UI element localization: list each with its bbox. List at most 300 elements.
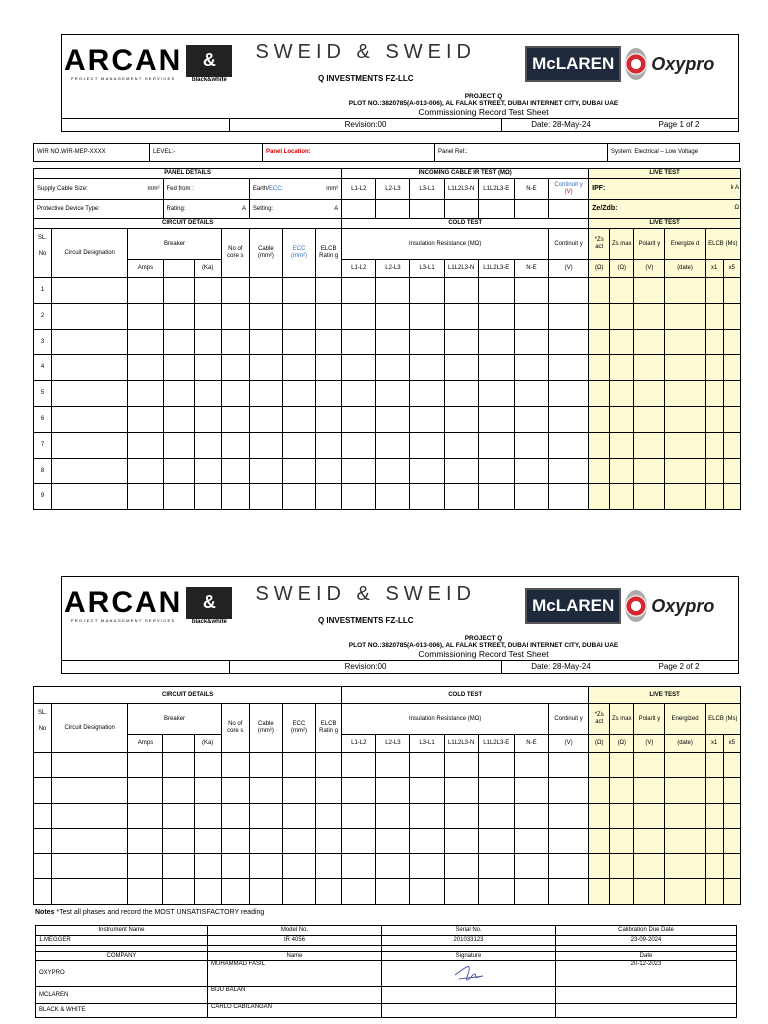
company-header: COMPANY xyxy=(36,952,208,961)
lt-omega-1: (Ω) xyxy=(589,260,610,278)
project-name: PROJECT Q xyxy=(464,93,503,100)
table-cell xyxy=(444,303,478,329)
table-cell xyxy=(705,803,723,828)
table-row xyxy=(34,303,741,329)
breaker-header: Breaker xyxy=(128,704,221,735)
table-cell xyxy=(665,803,705,828)
table-cell xyxy=(221,278,249,304)
ct-v: (V) xyxy=(549,260,589,278)
calibration-header: Calibration Due Date xyxy=(556,926,737,936)
client-name: Q INVESTMENTS FZ-LLC xyxy=(317,74,414,83)
table-cell xyxy=(549,854,589,879)
table-cell xyxy=(316,458,342,484)
table-cell xyxy=(376,828,410,853)
table-cell xyxy=(221,432,249,458)
table-cell xyxy=(194,458,221,484)
table-cell xyxy=(444,355,478,381)
table-cell xyxy=(282,329,315,355)
table-cell xyxy=(589,458,610,484)
table-cell xyxy=(282,803,315,828)
table-cell xyxy=(249,303,282,329)
supply-cable-size: Supply Cable Size: mm² xyxy=(34,179,164,200)
table-cell xyxy=(514,828,548,853)
notes: Notes *Test all phases and record the MOST UNSATISFACTORY reading xyxy=(35,909,265,916)
instrument-calibration: 23-09-2024 xyxy=(556,936,737,946)
table-cell xyxy=(665,778,705,803)
table-cell xyxy=(610,406,634,432)
sl-header: SL. No xyxy=(34,704,52,753)
table-cell xyxy=(705,329,723,355)
row-number xyxy=(34,803,52,828)
table-cell xyxy=(52,303,128,329)
table-row xyxy=(34,854,741,879)
signoff-name: CARLO CABILANGAN xyxy=(208,1004,382,1018)
test-table-page-2 xyxy=(33,686,741,905)
elcb-ms-header: ELCB (Ms) xyxy=(705,704,740,735)
signature xyxy=(382,961,556,987)
ct-l123e: L1L2L3-E xyxy=(478,735,514,753)
table-cell xyxy=(282,432,315,458)
table-cell xyxy=(376,355,410,381)
instrument-model: IR 4056 xyxy=(208,936,382,946)
table-cell xyxy=(249,879,282,904)
table-cell xyxy=(194,803,221,828)
table-cell xyxy=(376,879,410,904)
table-cell xyxy=(316,828,342,853)
page-number: Page 1 of 2 xyxy=(658,120,700,130)
table-cell xyxy=(342,329,376,355)
table-cell xyxy=(376,854,410,879)
table-cell xyxy=(723,879,740,904)
page-number: Page 2 of 2 xyxy=(658,662,700,672)
table-cell xyxy=(194,753,221,778)
table-cell xyxy=(589,278,610,304)
table-cell xyxy=(316,329,342,355)
designation-header: Circuit Designation xyxy=(52,704,128,753)
designation-header: Circuit Designation xyxy=(52,229,128,278)
table-cell xyxy=(514,458,548,484)
signoff-company: BLACK & WHITE xyxy=(36,1004,208,1018)
table-cell xyxy=(128,753,163,778)
table-cell xyxy=(514,484,548,510)
lt-omega-2: (Ω) xyxy=(610,735,634,753)
table-cell xyxy=(342,432,376,458)
table-cell xyxy=(723,854,740,879)
inc-l123n: L1L2L3-N xyxy=(444,179,478,200)
table-cell xyxy=(194,329,221,355)
table-cell xyxy=(444,432,478,458)
table-cell xyxy=(410,329,444,355)
zs-max-header: Zs max xyxy=(610,704,634,735)
live-test-heading: LIVE TEST xyxy=(589,687,741,704)
date: Date: 28-May-24 xyxy=(531,120,591,130)
table-cell xyxy=(128,828,163,853)
table-cell xyxy=(549,803,589,828)
signoff-company: OXYPRO xyxy=(36,961,208,987)
serial-header: Serial No. xyxy=(382,926,556,936)
table-cell xyxy=(665,854,705,879)
table-cell xyxy=(316,803,342,828)
lt-x1: x1 xyxy=(705,735,723,753)
table-cell xyxy=(128,329,163,355)
table-cell xyxy=(342,458,376,484)
table-cell xyxy=(444,458,478,484)
ct-l1l2: L1-L2 xyxy=(342,260,376,278)
table-cell xyxy=(194,303,221,329)
ct-l3l1: L3-L1 xyxy=(410,735,444,753)
table-cell xyxy=(723,778,740,803)
table-cell xyxy=(514,406,548,432)
oxypro-icon xyxy=(625,590,647,622)
table-cell xyxy=(342,778,376,803)
company-title: SWEID & SWEID xyxy=(255,583,477,605)
table-cell xyxy=(589,778,610,803)
table-cell xyxy=(589,854,610,879)
table-cell xyxy=(478,303,514,329)
ka-header: (Ka) xyxy=(194,260,221,278)
zs-act-header: *Zs act xyxy=(589,704,610,735)
table-cell xyxy=(705,828,723,853)
mclaren-logo: McLAREN xyxy=(525,588,621,624)
table-cell xyxy=(128,303,163,329)
table-cell xyxy=(514,355,548,381)
table-cell xyxy=(221,303,249,329)
table-cell xyxy=(282,278,315,304)
table-cell xyxy=(589,879,610,904)
table-cell xyxy=(376,458,410,484)
table-cell xyxy=(52,432,128,458)
ct-l2l3: L2-L3 xyxy=(376,735,410,753)
table-cell xyxy=(376,778,410,803)
ct-l3l1: L3-L1 xyxy=(410,260,444,278)
inc-l1l2: L1-L2 xyxy=(342,179,376,200)
fed-from: Fed from : xyxy=(163,179,249,200)
table-cell xyxy=(444,828,478,853)
table-row xyxy=(34,484,741,510)
table-cell xyxy=(589,381,610,407)
oxypro-logo: Oxypro xyxy=(651,53,715,74)
table-cell xyxy=(705,406,723,432)
table-row xyxy=(34,879,741,904)
table-cell xyxy=(249,329,282,355)
signoff-date xyxy=(556,1004,737,1018)
ct-l1l2: L1-L2 xyxy=(342,735,376,753)
table-cell xyxy=(589,803,610,828)
row-number: 2 xyxy=(34,303,52,329)
polarity-header: Polarit y xyxy=(634,704,665,735)
revision: Revision:00 xyxy=(230,660,502,673)
table-cell xyxy=(221,329,249,355)
table-cell xyxy=(589,432,610,458)
table-cell xyxy=(282,828,315,853)
table-cell xyxy=(52,381,128,407)
table-cell xyxy=(705,854,723,879)
table-cell xyxy=(478,406,514,432)
table-cell xyxy=(194,278,221,304)
table-cell xyxy=(249,854,282,879)
cold-test-heading: COLD TEST xyxy=(342,687,589,704)
lt-date: (date) xyxy=(665,260,705,278)
table-cell xyxy=(52,484,128,510)
table-row xyxy=(34,406,741,432)
table-cell xyxy=(316,355,342,381)
inc-ne: N-E xyxy=(514,179,548,200)
instrument-serial: 201033123 xyxy=(382,936,556,946)
signoff-company: MCLAREN xyxy=(36,987,208,1004)
table-cell xyxy=(128,458,163,484)
table-cell xyxy=(549,828,589,853)
table-cell xyxy=(634,303,665,329)
table-cell xyxy=(478,458,514,484)
table-cell xyxy=(342,854,376,879)
table-cell xyxy=(376,406,410,432)
table-cell xyxy=(549,278,589,304)
table-cell xyxy=(705,303,723,329)
table-cell xyxy=(549,484,589,510)
table-cell xyxy=(634,753,665,778)
table-cell xyxy=(478,278,514,304)
table-cell xyxy=(723,828,740,853)
table-cell xyxy=(514,879,548,904)
table-cell xyxy=(221,854,249,879)
table-cell xyxy=(410,828,444,853)
table-cell xyxy=(634,778,665,803)
table-cell xyxy=(316,278,342,304)
table-cell xyxy=(705,484,723,510)
table-cell xyxy=(549,329,589,355)
table-cell xyxy=(249,458,282,484)
table-cell xyxy=(282,854,315,879)
table-cell xyxy=(52,828,128,853)
table-cell xyxy=(410,355,444,381)
table-cell xyxy=(128,355,163,381)
table-cell xyxy=(221,753,249,778)
table-cell xyxy=(194,355,221,381)
table-cell xyxy=(705,879,723,904)
row-number xyxy=(34,854,52,879)
row-number xyxy=(34,753,52,778)
table-cell xyxy=(444,879,478,904)
table-cell xyxy=(52,854,128,879)
table-cell xyxy=(221,484,249,510)
table-cell xyxy=(723,355,740,381)
table-cell xyxy=(316,753,342,778)
signoff-date xyxy=(556,987,737,1004)
table-cell xyxy=(723,803,740,828)
table-cell xyxy=(163,753,194,778)
table-cell xyxy=(723,406,740,432)
table-cell xyxy=(282,381,315,407)
table-cell xyxy=(610,828,634,853)
table-cell xyxy=(376,803,410,828)
table-cell xyxy=(249,803,282,828)
table-cell xyxy=(249,406,282,432)
table-row xyxy=(34,778,741,803)
table-cell xyxy=(478,879,514,904)
table-cell xyxy=(163,278,194,304)
table-cell xyxy=(163,355,194,381)
table-cell xyxy=(478,753,514,778)
table-cell xyxy=(589,484,610,510)
live-test-heading-2: LIVE TEST xyxy=(589,219,741,229)
table-cell xyxy=(514,278,548,304)
table-cell xyxy=(610,778,634,803)
table-cell xyxy=(478,329,514,355)
mclaren-logo: McLAREN xyxy=(525,46,621,82)
table-cell xyxy=(410,879,444,904)
table-cell xyxy=(316,381,342,407)
table-cell xyxy=(665,458,705,484)
table-cell xyxy=(589,753,610,778)
table-cell xyxy=(249,278,282,304)
continuity-header: Continuit y xyxy=(549,704,589,735)
table-cell xyxy=(221,879,249,904)
table-cell xyxy=(249,484,282,510)
company-title: SWEID & SWEID xyxy=(255,41,477,63)
table-cell xyxy=(128,278,163,304)
row-number: 8 xyxy=(34,458,52,484)
sheet-title: Commissioning Record Test Sheet xyxy=(418,648,549,659)
table-cell xyxy=(163,778,194,803)
table-cell xyxy=(342,303,376,329)
table-cell xyxy=(410,381,444,407)
signature-header: Signature xyxy=(382,952,556,961)
table-cell xyxy=(723,303,740,329)
row-number: 7 xyxy=(34,432,52,458)
table-cell xyxy=(410,803,444,828)
protective-device: Protective Device Type: xyxy=(34,200,164,219)
row-number xyxy=(34,778,52,803)
earth-ecc: Earth/ECC: mm² xyxy=(249,179,341,200)
amps-header: Amps xyxy=(128,735,163,753)
table-cell xyxy=(376,278,410,304)
revision: Revision:00 xyxy=(230,118,502,131)
table-cell xyxy=(194,879,221,904)
signature-scribble xyxy=(449,961,489,983)
header-page-2 xyxy=(61,576,739,674)
table-cell xyxy=(282,355,315,381)
table-cell xyxy=(163,458,194,484)
plot-address: PLOT NO.:3820785(A-013-006), AL FALAK STREET, DUBAI INTERNET CITY, DUBAI UAE xyxy=(348,100,619,108)
table-cell xyxy=(634,329,665,355)
table-row xyxy=(34,381,741,407)
lt-omega-1: (Ω) xyxy=(589,735,610,753)
ct-l123e: L1L2L3-E xyxy=(478,260,514,278)
table-cell xyxy=(549,458,589,484)
table-cell xyxy=(723,278,740,304)
row-number: 9 xyxy=(34,484,52,510)
table-cell xyxy=(549,406,589,432)
table-cell xyxy=(634,828,665,853)
table-cell xyxy=(665,753,705,778)
inc-l3l1: L3-L1 xyxy=(410,179,444,200)
arcan-logo: ARCAN PROJECT MANAGEMENT SERVICES xyxy=(64,586,183,624)
table-cell xyxy=(316,854,342,879)
table-cell xyxy=(610,303,634,329)
table-cell xyxy=(610,381,634,407)
table-cell xyxy=(634,278,665,304)
table-cell xyxy=(634,879,665,904)
panel-location-field: Panel Location: xyxy=(263,144,435,162)
table-cell xyxy=(376,303,410,329)
date: Date: 28-May-24 xyxy=(531,662,591,672)
arcan-logo: ARCAN PROJECT MANAGEMENT SERVICES xyxy=(64,44,183,82)
table-cell xyxy=(128,879,163,904)
panel-ref-field: Panel Ref.: xyxy=(435,144,608,162)
model-header: Model No. xyxy=(208,926,382,936)
table-row xyxy=(34,828,741,853)
table-cell xyxy=(549,879,589,904)
table-cell xyxy=(665,484,705,510)
table-cell xyxy=(478,355,514,381)
table-row xyxy=(34,803,741,828)
table-row xyxy=(34,355,741,381)
table-cell xyxy=(316,432,342,458)
table-cell xyxy=(444,381,478,407)
elcb-rating-header: ELCB Ratin g xyxy=(316,704,342,753)
row-number: 4 xyxy=(34,355,52,381)
cable-header: Cable (mm²) xyxy=(249,704,282,753)
cores-header: No of core s xyxy=(221,704,249,753)
table-cell xyxy=(376,329,410,355)
ecc-header: ECC (mm²) xyxy=(282,229,315,278)
table-cell xyxy=(249,381,282,407)
table-cell xyxy=(249,753,282,778)
table-cell xyxy=(342,484,376,510)
table-cell xyxy=(514,753,548,778)
lt-x1: x1 xyxy=(705,260,723,278)
table-cell xyxy=(723,381,740,407)
table-cell xyxy=(52,329,128,355)
oxypro-icon xyxy=(625,48,647,80)
ipf-field: IPF: k A xyxy=(589,179,741,200)
lt-x5: x5 xyxy=(723,260,740,278)
table-cell xyxy=(249,355,282,381)
table-cell xyxy=(634,406,665,432)
table-cell xyxy=(282,406,315,432)
table-cell xyxy=(282,303,315,329)
lt-v: (V) xyxy=(634,260,665,278)
client-name: Q INVESTMENTS FZ-LLC xyxy=(317,616,414,625)
table-cell xyxy=(342,879,376,904)
table-cell xyxy=(514,854,548,879)
table-cell xyxy=(194,828,221,853)
table-cell xyxy=(665,879,705,904)
instrument-table xyxy=(35,925,737,1018)
table-cell xyxy=(128,484,163,510)
table-row xyxy=(34,278,741,304)
ct-l123n: L1L2L3-N xyxy=(444,735,478,753)
table-cell xyxy=(549,753,589,778)
table-cell xyxy=(342,278,376,304)
table-cell xyxy=(610,278,634,304)
table-cell xyxy=(128,381,163,407)
table-cell xyxy=(282,458,315,484)
table-cell xyxy=(634,854,665,879)
table-cell xyxy=(478,803,514,828)
lt-date: (date) xyxy=(665,735,705,753)
header-page-1 xyxy=(61,34,739,132)
table-cell xyxy=(128,406,163,432)
table-cell xyxy=(128,803,163,828)
table-cell xyxy=(194,406,221,432)
inc-l123e: L1L2L3-E xyxy=(478,179,514,200)
ecc-header: ECC (mm²) xyxy=(282,704,315,753)
table-cell xyxy=(316,303,342,329)
table-cell xyxy=(194,778,221,803)
rating: Rating: A xyxy=(163,200,249,219)
table-cell xyxy=(52,406,128,432)
